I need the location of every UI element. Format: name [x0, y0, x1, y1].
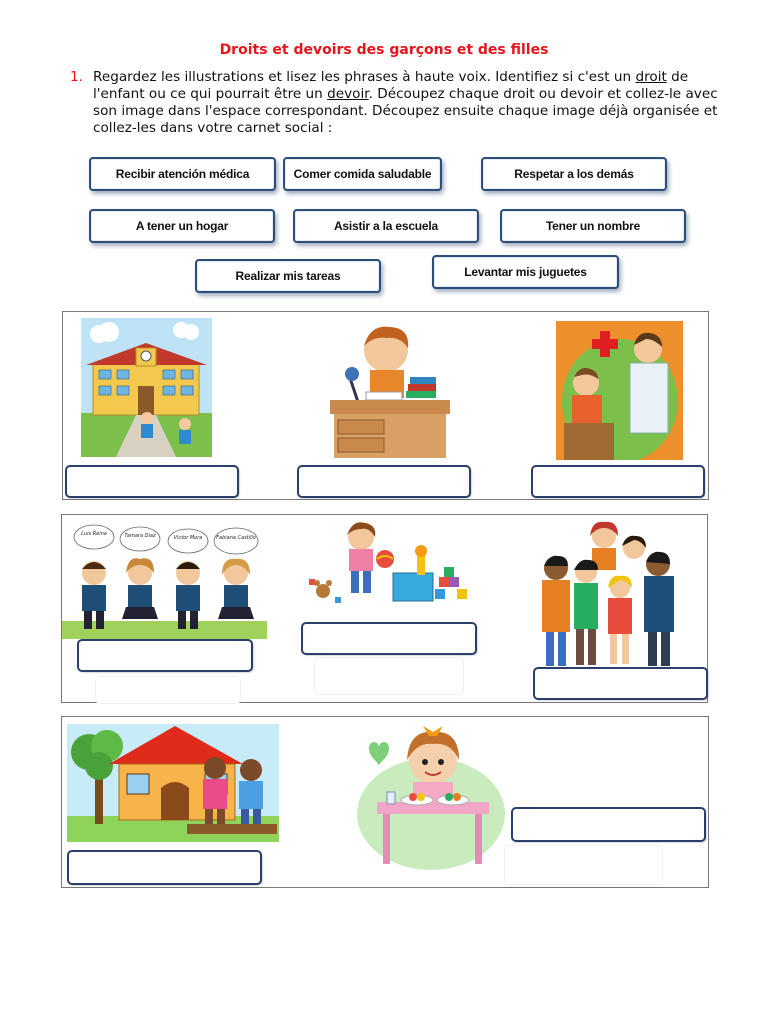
home-illustration: [67, 724, 279, 842]
answer-box-7[interactable]: [67, 850, 262, 885]
name-luis-reina: Luis Reina: [81, 531, 107, 537]
answer-box-6[interactable]: [533, 667, 708, 700]
faint-box-2: [314, 657, 464, 695]
label-asistir-a-la-escuela[interactable]: Asistir a la escuela: [293, 209, 479, 243]
worksheet-title: Droits et devoirs des garçons et des filles: [219, 42, 549, 58]
faint-box-1: [95, 676, 241, 704]
instruction-word-devoir: devoir: [327, 86, 369, 102]
healthy-food-illustration: [357, 718, 505, 870]
instruction-word-droit: droit: [635, 69, 667, 85]
name-victor-mora: Victor Mora: [173, 535, 203, 541]
instruction-paragraph: [70, 69, 720, 137]
name-tamara-diaz: Tamara Diaz: [124, 533, 156, 539]
label-levantar-mis-juguetes[interactable]: Levantar mis juguetes: [432, 255, 619, 289]
label-comer-comida-saludable[interactable]: Comer comida saludable: [283, 157, 442, 191]
school-illustration: [81, 318, 212, 457]
label-realizar-mis-tareas[interactable]: Realizar mis tareas: [195, 259, 381, 293]
homework-illustration: [330, 322, 450, 460]
label-tener-un-hogar[interactable]: A tener un hogar: [89, 209, 275, 243]
answer-box-2[interactable]: [297, 465, 471, 498]
doctor-illustration: [556, 321, 683, 460]
answer-box-3[interactable]: [531, 465, 705, 498]
toys-illustration: [305, 519, 477, 609]
instruction-text-1: Regardez les illustrations et lisez les phrases à haute voix. Identifiez si c'est un: [93, 69, 636, 85]
faint-box-3: [504, 845, 663, 885]
answer-box-5[interactable]: [301, 622, 477, 655]
label-recibir-atencion-medica[interactable]: Recibir atención médica: [89, 157, 276, 191]
answer-box-8[interactable]: [511, 807, 706, 842]
respect-illustration: [536, 518, 681, 668]
answer-box-1[interactable]: [65, 465, 239, 498]
label-respetar-a-los-demas[interactable]: Respetar a los demás: [481, 157, 667, 191]
name-fabiana-castillo: Fabiana Castillo: [216, 535, 256, 541]
names-illustration: [62, 521, 267, 639]
label-tener-un-nombre[interactable]: Tener un nombre: [500, 209, 686, 243]
instruction-text-3: . Découpez chaque droit ou devoir et collez-le avec son image dans l'espace correspondant. Découpez ensuite chaque image déjà organisée et collez-les dans votre carnet social :: [93, 86, 718, 136]
instruction-number: 1.: [70, 69, 83, 85]
answer-box-4[interactable]: [77, 639, 253, 672]
instruction-text-2: de l'enfant ou ce qui pourrait être un: [93, 69, 689, 102]
